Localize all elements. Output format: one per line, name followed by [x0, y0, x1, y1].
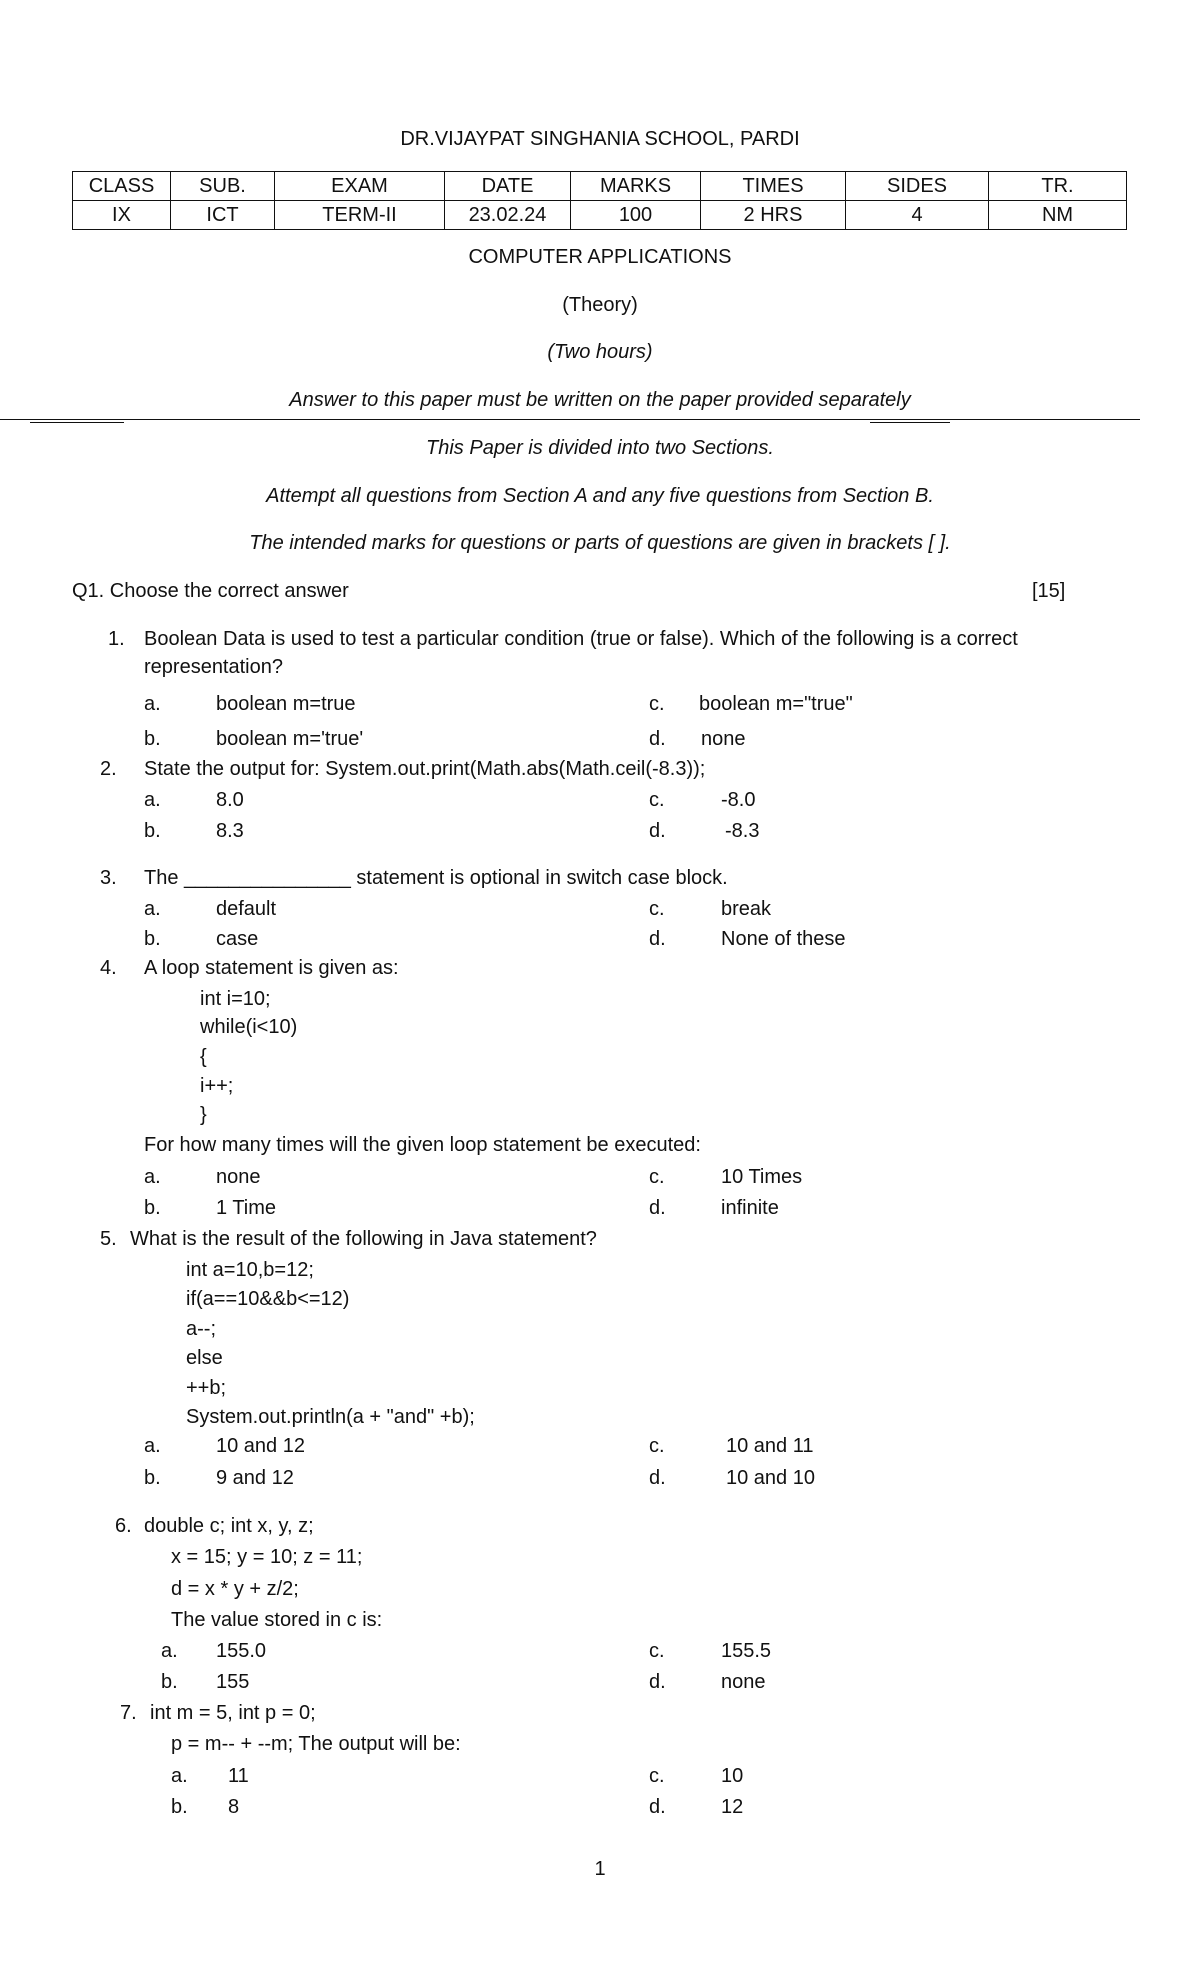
rule-accent-left [30, 422, 124, 423]
question-text: For how many times will the given loop statement be executed: [144, 1134, 701, 1156]
option-text: 8.3 [216, 820, 244, 842]
option-text: break [721, 898, 772, 920]
option-label: b. [144, 1197, 161, 1219]
option-text: 11 [228, 1765, 249, 1787]
option-text: 12 [721, 1796, 744, 1818]
code-line: if(a==10&&b<=12) [186, 1288, 350, 1310]
option-text: case [216, 928, 259, 950]
table-header-cell: EXAM [275, 172, 445, 201]
option-label: d. [649, 928, 666, 950]
exam-info-table [72, 171, 1127, 230]
q1-title: Q1. Choose the correct answer [72, 580, 349, 602]
option-label: a. [144, 693, 161, 715]
option-text: 155.0 [216, 1640, 267, 1662]
option-label: c. [649, 898, 665, 920]
school-name: DR.VIJAYPAT SINGHANIA SCHOOL, PARDI [400, 128, 800, 150]
option-text: 9 and 12 [216, 1467, 294, 1489]
option-text: 155 [216, 1671, 250, 1693]
option-text: default [216, 898, 277, 920]
question-number: 6. [115, 1515, 132, 1537]
option-label: a. [144, 789, 161, 811]
table-cell: IX [73, 201, 171, 230]
option-text: infinite [721, 1197, 779, 1219]
option-label: b. [171, 1796, 188, 1818]
code-line: i++; [200, 1075, 234, 1097]
option-text: 155.5 [721, 1640, 772, 1662]
horizontal-rule [0, 419, 1140, 420]
option-text: -8.3 [725, 820, 760, 842]
code-line: int a=10,b=12; [186, 1259, 314, 1281]
option-text: 10 and 11 [726, 1435, 814, 1457]
question-text: State the output for: System.out.print(Math.abs(Math.ceil(-8.3)); [144, 758, 706, 780]
option-text: None of these [721, 928, 846, 950]
question-text: Boolean Data is used to test a particular condition (true or false). Which of the following is a correct [144, 628, 1018, 650]
question-number: 7. [120, 1702, 137, 1724]
option-label: c. [649, 1765, 665, 1787]
code-line: System.out.println(a + "and" +b); [186, 1406, 475, 1428]
table-header-row [73, 172, 1127, 201]
code-line: while(i<10) [200, 1016, 298, 1038]
question-text: A loop statement is given as: [144, 957, 399, 979]
paper-type: (Theory) [562, 294, 638, 316]
question-number: 3. [100, 867, 117, 889]
option-label: c. [649, 1166, 665, 1188]
option-text: none [701, 728, 746, 750]
option-text: none [216, 1166, 261, 1188]
question-text: representation? [144, 656, 283, 678]
table-row [73, 201, 1127, 230]
code-line: else [186, 1347, 223, 1369]
option-label: c. [649, 789, 665, 811]
code-line: { [200, 1046, 207, 1068]
question-text: What is the result of the following in Java statement? [130, 1228, 597, 1250]
option-label: c. [649, 1640, 665, 1662]
option-label: d. [649, 1796, 666, 1818]
option-text: boolean m='true' [216, 728, 364, 750]
table-cell: 23.02.24 [445, 201, 571, 230]
code-line: p = m-- + --m; The output will be: [171, 1733, 461, 1755]
table-cell: 2 HRS [701, 201, 846, 230]
question-text: The _______________ statement is optional in switch case block. [144, 867, 728, 889]
table-header-cell: TR. [989, 172, 1127, 201]
code-line: ++b; [186, 1377, 227, 1399]
option-label: b. [144, 1467, 161, 1489]
option-label: a. [144, 1166, 161, 1188]
option-text: 8 [228, 1796, 240, 1818]
option-text: 8.0 [216, 789, 244, 811]
code-line: x = 15; y = 10; z = 11; [171, 1546, 363, 1568]
q1-marks: [15] [1032, 580, 1066, 602]
option-label: a. [161, 1640, 178, 1662]
option-text: boolean m=true [216, 693, 356, 715]
instruction-attempt: Attempt all questions from Section A and any five questions from Section B. [266, 485, 934, 507]
page-number: 1 [594, 1858, 606, 1880]
option-label: d. [649, 1467, 666, 1489]
option-text: boolean m="true" [699, 693, 853, 715]
table-header-cell: MARKS [571, 172, 701, 201]
question-number: 5. [100, 1228, 117, 1250]
option-label: b. [161, 1671, 178, 1693]
option-label: d. [649, 820, 666, 842]
question-text: double c; int x, y, z; [144, 1515, 314, 1537]
option-label: a. [171, 1765, 188, 1787]
code-line: d = x * y + z/2; [171, 1578, 299, 1600]
table-cell: 100 [571, 201, 701, 230]
option-label: d. [649, 1671, 666, 1693]
instruction-marks: The intended marks for questions or parts of questions are given in brackets [ ]. [249, 532, 951, 554]
option-label: b. [144, 728, 161, 750]
question-number: 1. [108, 628, 125, 650]
table-cell: 4 [846, 201, 989, 230]
option-label: a. [144, 1435, 161, 1457]
question-number: 4. [100, 957, 117, 979]
option-text: none [721, 1671, 766, 1693]
option-text: 10 and 12 [216, 1435, 305, 1457]
table-cell: TERM-II [275, 201, 445, 230]
option-label: a. [144, 898, 161, 920]
table-header-cell: DATE [445, 172, 571, 201]
subject-title: COMPUTER APPLICATIONS [468, 246, 732, 268]
instruction-answer-sheet: Answer to this paper must be written on the paper provided separately [289, 389, 911, 411]
code-line: int i=10; [200, 988, 271, 1010]
table-header-cell: SUB. [171, 172, 275, 201]
code-line: a--; [186, 1318, 216, 1340]
option-text: -8.0 [721, 789, 756, 811]
option-text: 10 [721, 1765, 744, 1787]
table-cell: NM [989, 201, 1127, 230]
question-text: int m = 5, int p = 0; [150, 1702, 316, 1724]
table-header-cell: CLASS [73, 172, 171, 201]
option-label: b. [144, 820, 161, 842]
option-label: b. [144, 928, 161, 950]
table-cell: ICT [171, 201, 275, 230]
instruction-sections: This Paper is divided into two Sections. [426, 437, 774, 459]
option-text: 10 and 10 [726, 1467, 815, 1489]
rule-accent-right [870, 422, 950, 423]
option-text: 10 Times [721, 1166, 803, 1188]
option-label: c. [649, 693, 665, 715]
option-text: 1 Time [216, 1197, 277, 1219]
duration: (Two hours) [547, 341, 653, 363]
table-header-cell: TIMES [701, 172, 846, 201]
option-label: d. [649, 728, 666, 750]
code-line: The value stored in c is: [171, 1609, 383, 1631]
code-line: } [200, 1104, 207, 1126]
option-label: c. [649, 1435, 665, 1457]
question-number: 2. [100, 758, 117, 780]
option-label: d. [649, 1197, 666, 1219]
table-header-cell: SIDES [846, 172, 989, 201]
